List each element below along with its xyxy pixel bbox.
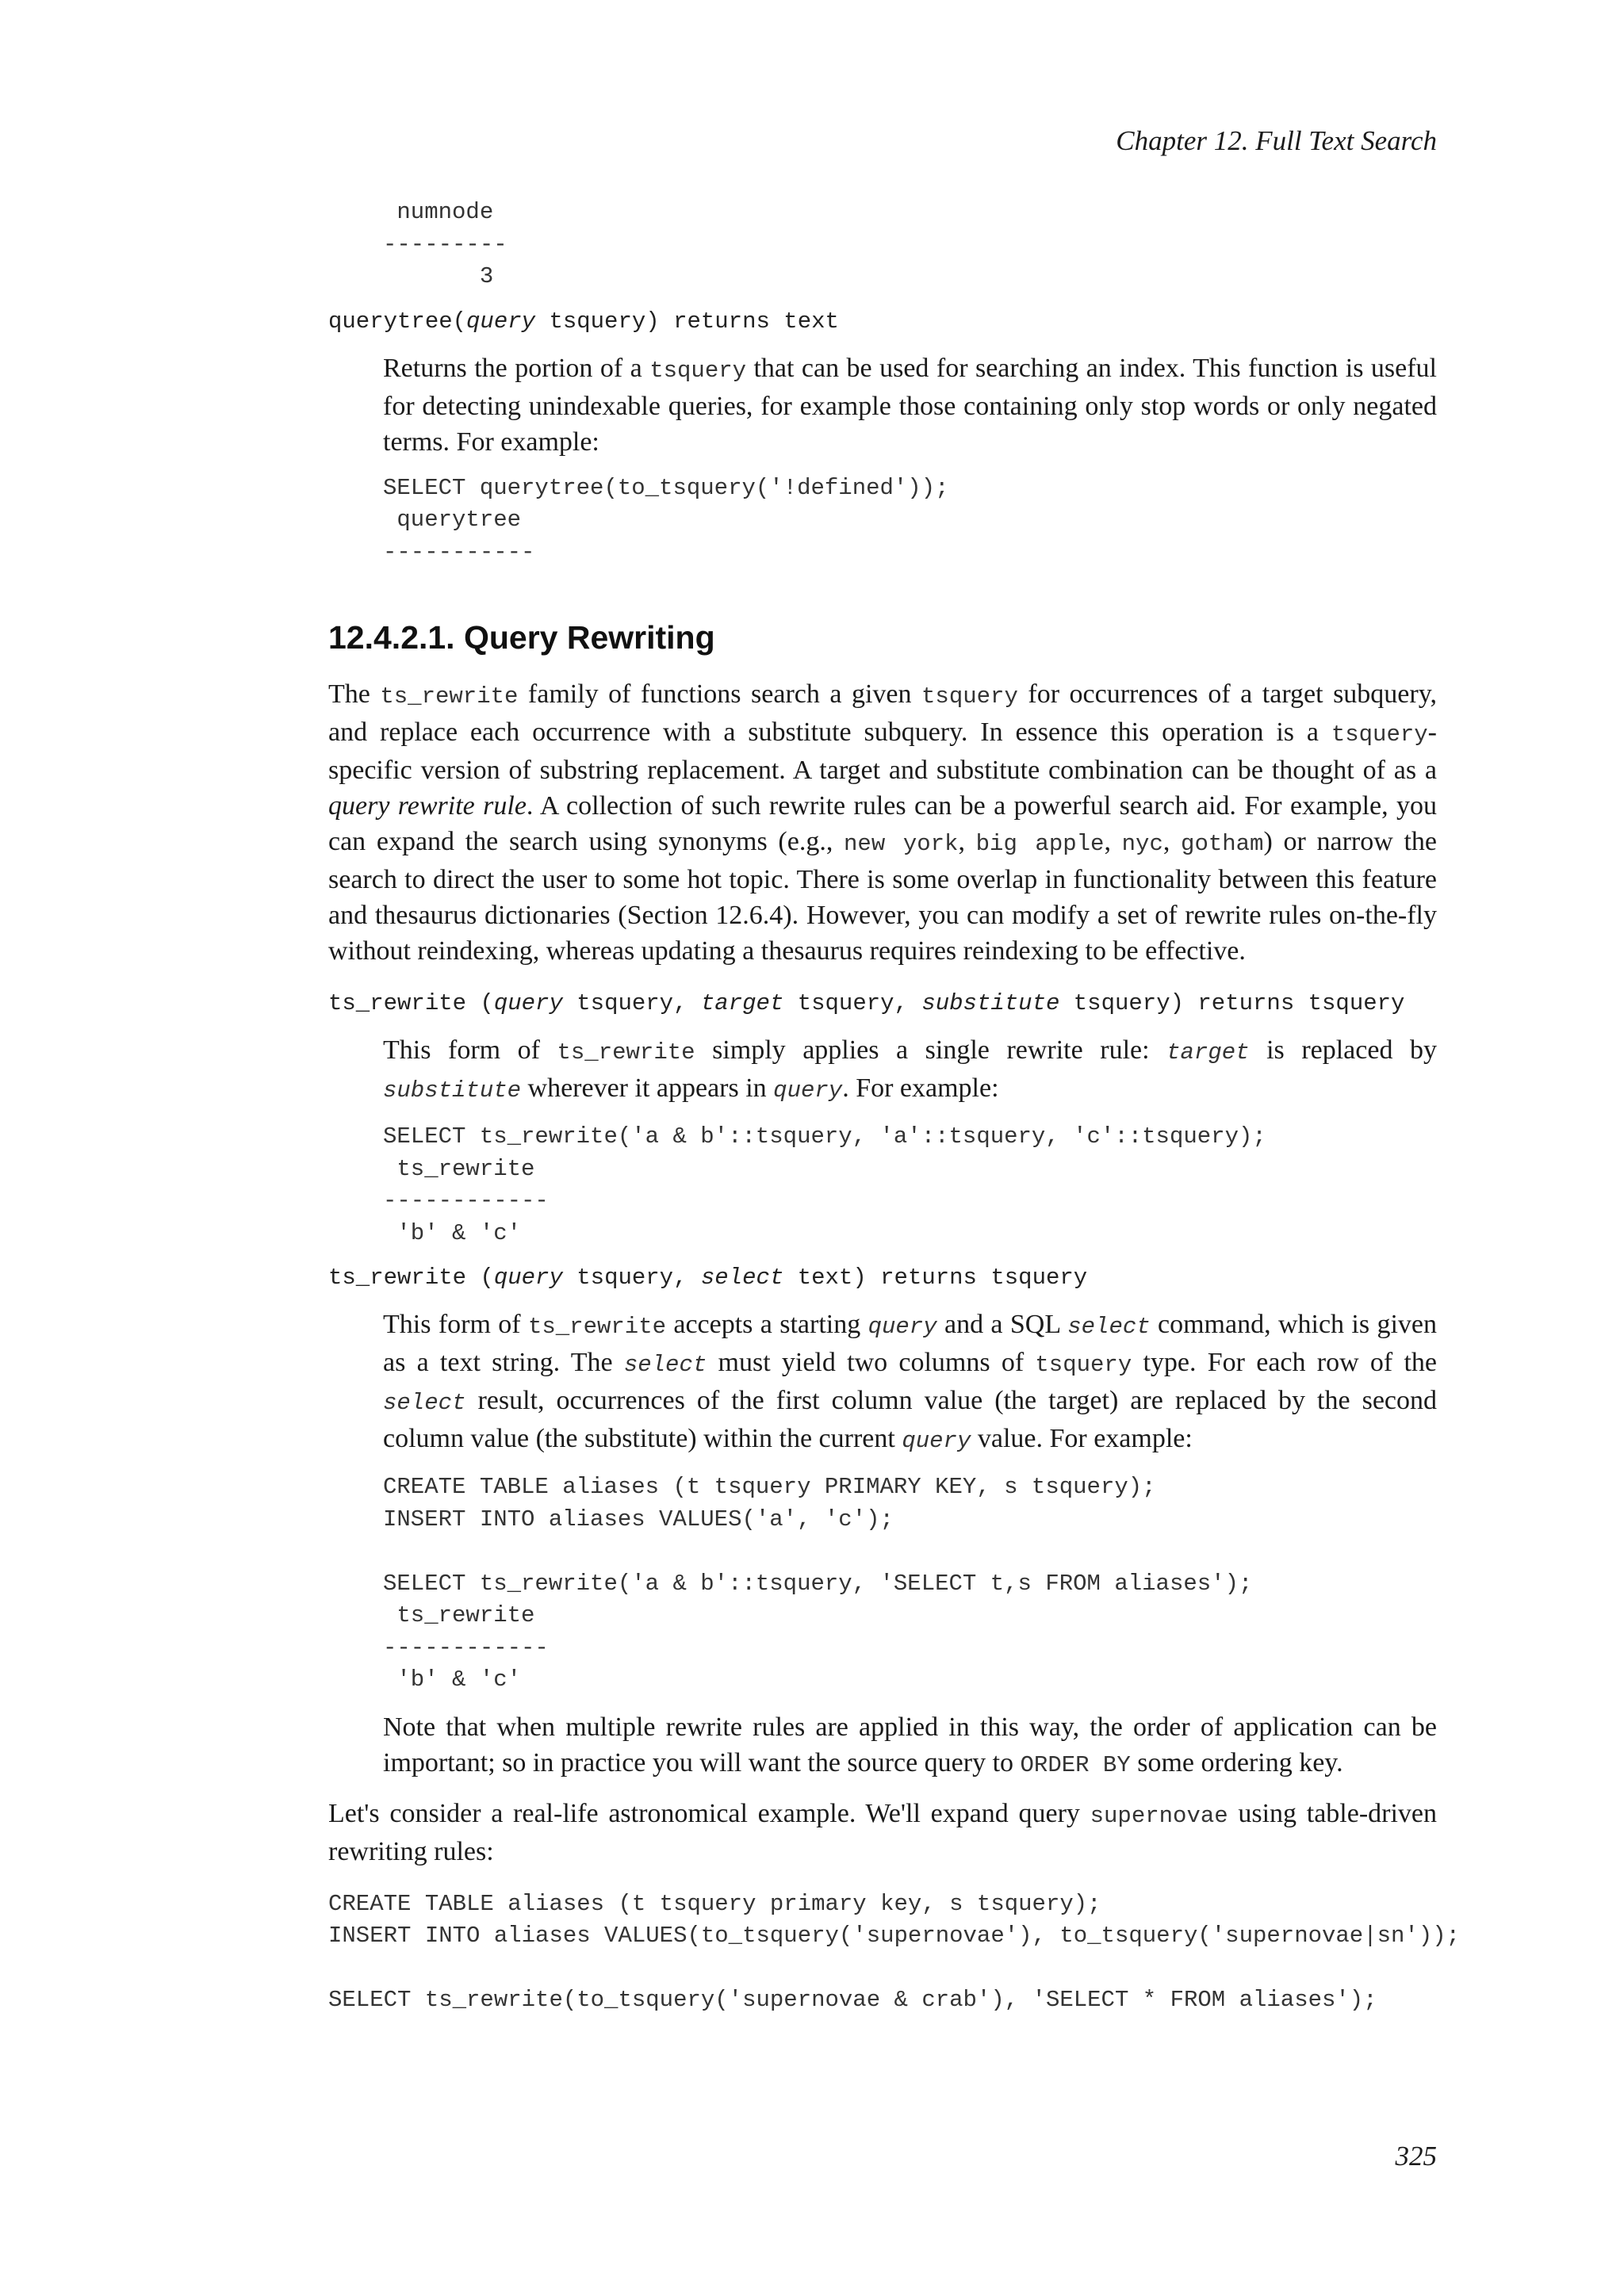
ts-rewrite-example-2: CREATE TABLE aliases (t tsquery PRIMARY KEY, s tsquery); INSERT INTO aliases VALUES('a', 'c'); SELECT ts_rewrite('a & b'::tsquery, 'SELECT t,s FROM aliases'); ts_rewrite ------------ 'b' & 'c' <box>383 1474 1253 1693</box>
querytree-signature: querytree(query tsquery) returns text <box>328 308 839 335</box>
numnode-output: numnode --------- 3 <box>383 199 508 289</box>
ts-rewrite-example-1: SELECT ts_rewrite('a & b'::tsquery, 'a'::tsquery, 'c'::tsquery); ts_rewrite ------------ 'b' & 'c' <box>383 1123 1266 1246</box>
ts-rewrite-description-2: This form of ts_rewrite accepts a starting query and a SQL select command, which is given as a text string. The select must yield two columns of tsquery type. For each row of the select result, occurrences of the first column value (the target) are replaced by the second column value (the substitute) within the current query value. For example: <box>383 1310 1438 1454</box>
page-number: 325 <box>1395 2141 1437 2172</box>
section-heading: 12.4.2.1. Query Rewriting <box>328 619 715 656</box>
order-by-note: Note that when multiple rewrite rules are applied in this way, the order of application can be important; so in practice you will want the source query to ORDER BY some ordering key. <box>383 1712 1437 1778</box>
ts-rewrite-signature-2: ts_rewrite (query tsquery, select text) returns tsquery <box>328 1265 1088 1291</box>
ts-rewrite-description-1: This form of ts_rewrite simply applies a single rewrite rule: target is replaced by substitute wherever it appears in query. For example: <box>383 1035 1437 1104</box>
astronomical-example-code: CREATE TABLE aliases (t tsquery primary key, s tsquery); INSERT INTO aliases VALUES(to_tsquery('supernovae'), to_tsquery('supernovae|sn')); SELECT ts_rewrite(to_tsquery('supernovae & crab'), 'SELECT * FROM aliases'); <box>328 1890 1461 2013</box>
running-header: Chapter 12. Full Text Search <box>1116 125 1437 156</box>
rewrite-intro: The ts_rewrite family of functions search a given tsquery for occurrences of a target subquery, and replace each occurrence with a substitute subquery. In essence this operation is a tsquery-specific version of substring replacement. A target and substitute combination can be thought of as a query rewrite rule. A collection of such rewrite rules can be a powerful search aid. For example, you can expand the search using synonyms (e.g., new york, big apple, nyc, gotham) or narrow the search to direct the user to some hot topic. There is some overlap in functionality between this feature and thesaurus dictionaries (Section 12.6.4). However, you can modify a set of rewrite rules on-the-fly without reindexing, whereas updating a thesaurus requires reindexing to be effective. <box>328 679 1438 966</box>
ts-rewrite-signature-1: ts_rewrite (query tsquery, target tsquery, substitute tsquery) returns tsquery <box>328 990 1405 1016</box>
querytree-example: SELECT querytree(to_tsquery('!defined')); querytree ----------- <box>383 474 949 565</box>
astronomical-example-intro: Let's consider a real-life astronomical example. We'll expand query supernovae using table-driven rewriting rules: <box>328 1798 1438 1866</box>
querytree-description: Returns the portion of a tsquery that can be used for searching an index. This function is useful for detecting unindexable queries, for example those containing only stop words or only negated terms. For example: <box>383 353 1437 457</box>
page-content <box>328 197 1461 2017</box>
